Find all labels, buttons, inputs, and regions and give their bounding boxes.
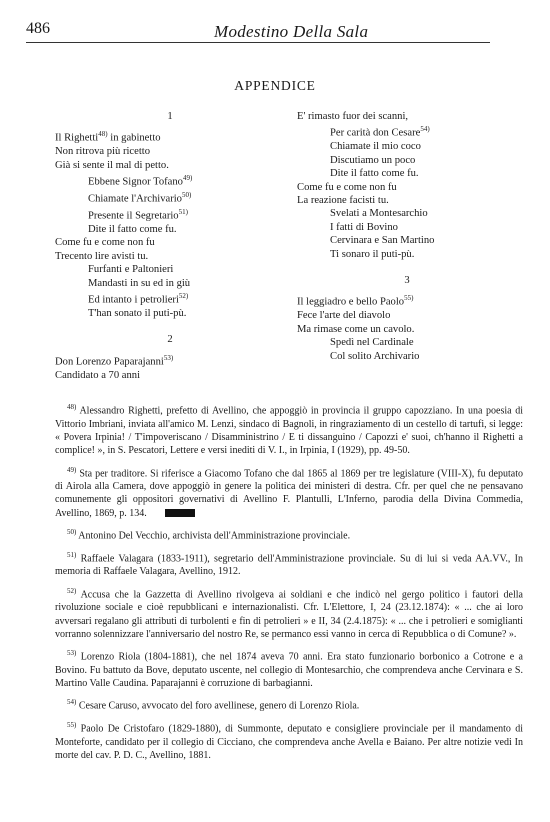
footnote-ref: 53) <box>163 353 174 362</box>
poem-line: Ti sonaro il puti-pù. <box>330 248 415 260</box>
poem-line: Come fu e come non fu <box>55 237 155 249</box>
footnote-text: Lorenzo Riola (1804-1881), che nel 1874 aveva 70 anni. Era stato funzionario borbonico a Cotrone e a Bovino. Fu battuto da Bove, deputato uscente, nel collegio di Montesarchio, che comprendeva anche Cervinara e S. Martino Valle Caudina. Paparajanni è corruzione di barbagianni. <box>55 651 523 690</box>
poem-section-3 <box>297 292 517 363</box>
poem-line: I fatti di Bovino <box>330 221 398 233</box>
right-column <box>297 110 517 363</box>
poem-line: Il Righetti$^{48)}$ in gabinetto <box>55 130 161 144</box>
footnote-text: Accusa che la Gazzetta di Avellino rivolgeva ai soldiani e che indicò nel gergo politico i fautori della rivoluzione sociale e cioè repubblicani e internazionalisti. Cfr. L'Elettore, I, 24 (23.12.1874): « ... che ai loro avversari regalano gli attributi di turbolenti e fin di petrolieri » e II, 34 (2.4.1875): « ... che i petrolieri e somiglianti vorranno solennizzare l'anniversario del nostro Re, se permanco essi vanno in cerca di Repubblica o di Comune? ». <box>55 588 523 640</box>
footnote-number: 48) <box>67 403 77 411</box>
footnote-ref: 52) <box>178 292 189 300</box>
left-column <box>55 110 285 382</box>
poem-line: Candidato a 70 anni <box>55 369 141 381</box>
poem-section-2 <box>55 352 285 382</box>
footnote-item <box>55 464 523 521</box>
footnote-item <box>55 719 523 762</box>
poem-line: Come fu e come non fu <box>297 181 397 193</box>
poem-line: Spedì nel Cardinale <box>330 337 414 349</box>
footnote-item <box>55 526 523 543</box>
running-head: Modestino Della Sala <box>214 22 369 41</box>
header-rule <box>26 42 490 43</box>
footnote-number: 52) <box>67 586 77 595</box>
footnote-number: 49) <box>67 465 77 474</box>
poem-line: Già si sente il mal di petto. <box>55 159 169 171</box>
poem-line: Trecento lire avisti tu. <box>55 250 149 262</box>
poem-line: Cervinara e San Martino <box>330 235 435 247</box>
footnote-ref: 54) <box>420 125 430 134</box>
footnote-number: 55) <box>67 720 77 729</box>
poem-line: Discutiamo un poco <box>330 154 416 166</box>
redaction-mark <box>165 509 195 517</box>
poem-line: Mandasti in su ed in giù <box>88 277 191 289</box>
footnote-item <box>55 696 523 713</box>
poem-line: Dite il fatto come fu. <box>330 168 419 180</box>
poem-line: Ebbene Signor Tofano$^{49)}$ <box>88 174 193 188</box>
footnote-text: Raffaele Valagara (1833-1911), segretario dell'Amministrazione provinciale. Su di lui si veda AA.VV., In memoria di Raffaele Valagara, Avellino, 1912. <box>55 552 523 578</box>
footnote-text: Paolo De Cristofaro (1829-1880), di Summonte, deputato e consigliere provinciale per il mandamento di Monteforte, candidato per il collegio di Cicciano, che comprendeva anche Avella e Baiano. Per altre notizie vedi In morte del cav. P. D. C., Avellino, 1881. <box>55 723 523 761</box>
footnote-text: Sta per traditore. Si riferisce a Giacomo Tofano che dal 1865 al 1869 per tre legislature (VIII-X), fu deputato di Airola alla Camera, dove appoggiò in genere la politica dei ministeri di destra. Cfr. per quel che ne pensavano comunemente gli oppositori governativi di Avellino F. Plantulli, L'Inferno, parodia della Divina Commedia, Avellino, 1869, p. 134. <box>55 467 523 519</box>
page-number: 486 <box>26 20 50 37</box>
poem-line: Chiamate il mio coco <box>330 141 421 153</box>
footnote-number: 51) <box>67 550 77 559</box>
footnote-number: 50) <box>67 528 77 537</box>
poem-line: Dite il fatto come fu. <box>88 223 177 235</box>
poem-line: T'han sonato il puti-pù. <box>88 307 187 319</box>
footnote-ref: 55) <box>404 294 414 303</box>
poem-line: Ed intanto i petrolieri$^{52)}$ <box>88 292 189 306</box>
poem-line: Il leggiadro e bello Paolo$^{55)}$ <box>297 294 414 308</box>
poem-line: Ma rimase come un cavolo. <box>297 323 415 335</box>
page-header <box>26 20 490 44</box>
footnote-item <box>55 549 523 579</box>
footnote-number: 53) <box>67 649 77 658</box>
footnote-ref: 50) <box>181 191 192 200</box>
poem-line: Col solito Archivario <box>330 350 420 362</box>
footnote-ref: 49) <box>182 174 193 183</box>
section-number-2: 2 <box>167 334 173 346</box>
footnotes <box>55 401 523 768</box>
section-number-3: 3 <box>404 275 410 286</box>
poem-line: Presente il Segretario$^{51)}$ <box>88 208 188 222</box>
footnote-item <box>55 401 523 458</box>
footnote-number: 54) <box>67 698 77 707</box>
poem-line: La reazione facisti tu. <box>297 194 389 206</box>
section-number-1: 1 <box>167 111 173 122</box>
footnote-ref: 48) <box>98 130 108 139</box>
poem-section-2-continued <box>297 110 517 261</box>
footnote-ref: 51) <box>178 208 188 217</box>
footnote-item <box>55 647 523 690</box>
poem-line: Svelati a Montesarchio <box>330 208 428 220</box>
poem-line: E' rimasto fuor dei scanni, <box>297 111 409 122</box>
poem-section-1 <box>55 128 285 320</box>
poem-line: Non ritrova più ricetto <box>55 146 151 158</box>
poem-line: Don Lorenzo Paparajanni$^{53)}$ <box>55 353 174 368</box>
poem-line: Furfanti e Paltonieri <box>88 264 174 276</box>
poem-line: Chiamate l'Archivario$^{50)}$ <box>88 191 192 205</box>
footnote-item <box>55 585 523 642</box>
footnote-text: Cesare Caruso, avvocato del foro avellinese, genero di Lorenzo Riola. <box>76 700 360 712</box>
appendix-title: APPENDICE <box>234 78 316 93</box>
footnote-text: Alessandro Righetti, prefetto di Avellino, che appoggiò in provincia il gruppo capozziano. In una poesia di Vittorio Imbriani, inviata all'amico M. Lenzi, sindaco di Bagnoli, in ringraziamento di un cestello di tartufi, si legge: « Povera Irpinia! / T'impoveriscano / Disamministrino / E ti dissanguino / Capozzi e' suoi, ch'hanno il Righetti a complice! », in S. Pescatori, Lettere e versi inediti di V. I., in Irpinia, I (1929), pp. 49-50. <box>55 405 523 457</box>
poem-line: Per carità don Cesare$^{54)}$ <box>330 125 430 139</box>
poem-line: Fece l'arte del diavolo <box>297 310 391 322</box>
footnote-text: Antonino Del Vecchio, archivista dell'Amministrazione provinciale. <box>76 530 351 542</box>
